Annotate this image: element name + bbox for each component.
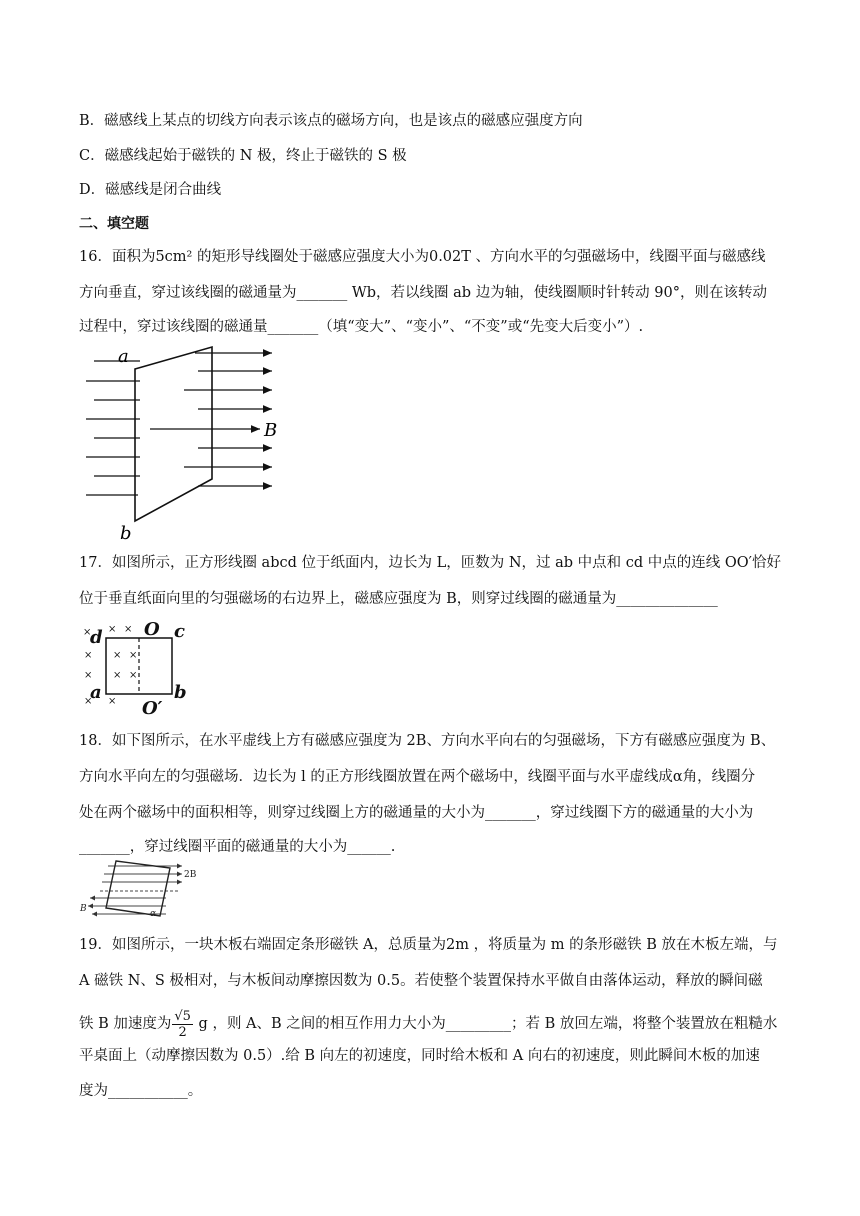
q18-label-2B: 2B <box>184 870 196 880</box>
option-c: C．磁感线起始于磁铁的 N 极，终止于磁铁的 S 极 <box>79 148 407 164</box>
cross-mark: × <box>108 696 117 707</box>
q19-line1: 19．如图所示，一块木板右端固定条形磁铁 A，总质量为2m ，将质量为 m 的条形磁铁 B 放在木板左端，与 <box>79 937 778 953</box>
q19-line3 <box>79 1004 777 1044</box>
q19-line3-post: g ，则 A、B 之间的相互作用力大小为_________；若 B 放回左端，将整个装置放在粗糙水 <box>193 1016 778 1032</box>
q17-line2: 位于垂直纸面向里的匀强磁场的右边界上，磁感应强度为 B，则穿过线圈的磁通量为______________ <box>79 591 718 607</box>
q19-line4: 平桌面上（动摩擦因数为 0.5）.给 B 向左的初速度，同时给木板和 A 向右的初速度，则此瞬间木板的加速 <box>79 1048 760 1064</box>
cross-mark: × <box>84 670 93 681</box>
q16-line1: 16．面积为5cm² 的矩形导线圈处于磁感应强度大小为0.02T 、方向水平的匀强磁场中，线圈平面与磁感线 <box>79 249 766 265</box>
option-b: B．磁感线上某点的切线方向表示该点的磁场方向，也是该点的磁感应强度方向 <box>79 113 583 129</box>
cross-mark: × <box>83 627 92 638</box>
q17-label-b: b <box>174 682 187 703</box>
fraction-numerator: √5 <box>174 1008 191 1024</box>
option-d: D．磁感线是闭合曲线 <box>79 182 222 198</box>
cross-mark: × <box>84 650 93 661</box>
q17-label-a: a <box>90 682 102 703</box>
q17-label-O: O <box>144 619 160 640</box>
q17-line1: 17．如图所示，正方形线圈 abcd 位于纸面内，边长为 L，匝数为 N，过 ab 中点和 cd 中点的连线 OO′恰好 <box>79 555 781 571</box>
q16-figure <box>80 343 290 543</box>
q16-label-a: a <box>118 346 129 367</box>
q16-label-b: b <box>120 523 132 543</box>
q16-line2: 方向垂直，穿过该线圈的磁通量为_______ Wb，若以线圈 ab 边为轴，使线圈顺时针转动 90°，则在该转动 <box>79 285 767 301</box>
q17-label-c: c <box>174 621 185 642</box>
q17-label-O-prime: O′ <box>142 698 163 718</box>
q18-line4: _______，穿过线圈平面的磁通量的大小为______. <box>79 839 396 855</box>
section-title: 二、填空题 <box>79 216 149 232</box>
q18-line1: 18．如下图所示，在水平虚线上方有磁感应强度为 2B、方向水平向右的匀强磁场，下方有磁感应强度为 B、 <box>79 733 776 749</box>
q16-line3: 过程中，穿过该线圈的磁通量_______（填“变大”、“变小”、“不变”或“先变大后变小”）. <box>79 319 644 335</box>
fraction-denominator: 2 <box>178 1024 187 1040</box>
cross-mark: × <box>129 650 138 661</box>
q17-figure <box>80 618 192 718</box>
q17-label-d: d <box>90 627 103 648</box>
cross-mark: × <box>108 624 117 635</box>
q18-line2: 方向水平向左的匀强磁场．边长为 l 的正方形线圈放置在两个磁场中，线圈平面与水平虚线成α角，线圈分 <box>79 769 756 785</box>
cross-mark: × <box>124 624 133 635</box>
q19-line3-pre: 铁 B 加速度为 <box>79 1016 172 1032</box>
sqrt5-over-2-fraction <box>172 1009 193 1040</box>
q19-line2: A 磁铁 N、S 极相对，与木板间动摩擦因数为 0.5。若使整个装置保持水平做自由落体运动，释放的瞬间磁 <box>79 973 763 989</box>
cross-mark: × <box>84 696 93 707</box>
cross-mark: × <box>113 670 122 681</box>
q19-line5: 度为___________。 <box>79 1083 203 1099</box>
q18-label-B: B <box>80 904 87 914</box>
q18-label-alpha: α <box>150 909 157 919</box>
q18-line3: 处在两个磁场中的面积相等，则穿过线圈上方的磁通量的大小为_______，穿过线圈下方的磁通量的大小为 <box>79 805 754 821</box>
q16-label-B: B <box>264 420 278 441</box>
q18-figure <box>78 858 196 920</box>
cross-mark: × <box>129 670 138 681</box>
cross-mark: × <box>113 650 122 661</box>
